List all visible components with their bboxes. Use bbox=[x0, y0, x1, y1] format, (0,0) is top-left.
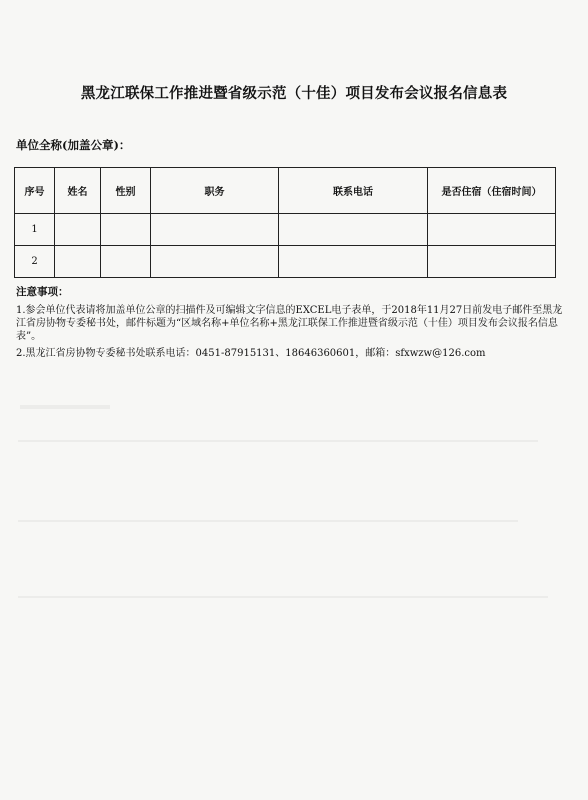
cell-position bbox=[151, 246, 279, 278]
registration-table bbox=[14, 167, 556, 278]
cell-name bbox=[55, 214, 101, 246]
notes-title: 注意事项： bbox=[16, 286, 69, 298]
note-item: 2.黑龙江省房协物专委秘书处联系电话：0451-87915131、18646360601，邮箱：sfxwzw@126.com bbox=[16, 348, 486, 359]
cell-phone bbox=[279, 246, 428, 278]
cell-name bbox=[55, 246, 101, 278]
scan-artifact bbox=[18, 596, 548, 598]
header-serial-number: 序号 bbox=[15, 168, 55, 214]
unit-name-label: 单位全称(加盖公章)： bbox=[16, 138, 131, 152]
cell-gender bbox=[101, 246, 151, 278]
cell-accommodation bbox=[428, 246, 556, 278]
scan-artifact bbox=[18, 440, 538, 442]
header-name: 姓名 bbox=[55, 168, 101, 214]
header-position: 职务 bbox=[151, 168, 279, 214]
cell-accommodation bbox=[428, 214, 556, 246]
header-gender: 性别 bbox=[101, 168, 151, 214]
note-item: 1.参会单位代表请将加盖单位公章的扫描件及可编辑文字信息的EXCEL电子表单，于2018年11月27日前发电子邮件至黑龙江省房协物专委秘书处，邮件标题为“区域名称+单位名称+黑龙江联保工作推进暨省级示范（十佳）项目发布会议报名信息表”。 bbox=[16, 305, 563, 342]
table-header-row bbox=[15, 168, 556, 214]
header-phone: 联系电话 bbox=[279, 168, 428, 214]
notes-section bbox=[16, 286, 564, 364]
cell-gender bbox=[101, 214, 151, 246]
cell-serial-number: 2 bbox=[15, 246, 55, 278]
scan-artifact bbox=[20, 405, 110, 409]
cell-position bbox=[151, 214, 279, 246]
cell-phone bbox=[279, 214, 428, 246]
table-row bbox=[15, 246, 556, 278]
table-row bbox=[15, 214, 556, 246]
scan-artifact bbox=[18, 520, 518, 522]
document-title: 黑龙江联保工作推进暨省级示范（十佳）项目发布会议报名信息表 bbox=[80, 85, 508, 102]
cell-serial-number: 1 bbox=[15, 214, 55, 246]
header-accommodation: 是否住宿（住宿时间） bbox=[428, 168, 556, 214]
